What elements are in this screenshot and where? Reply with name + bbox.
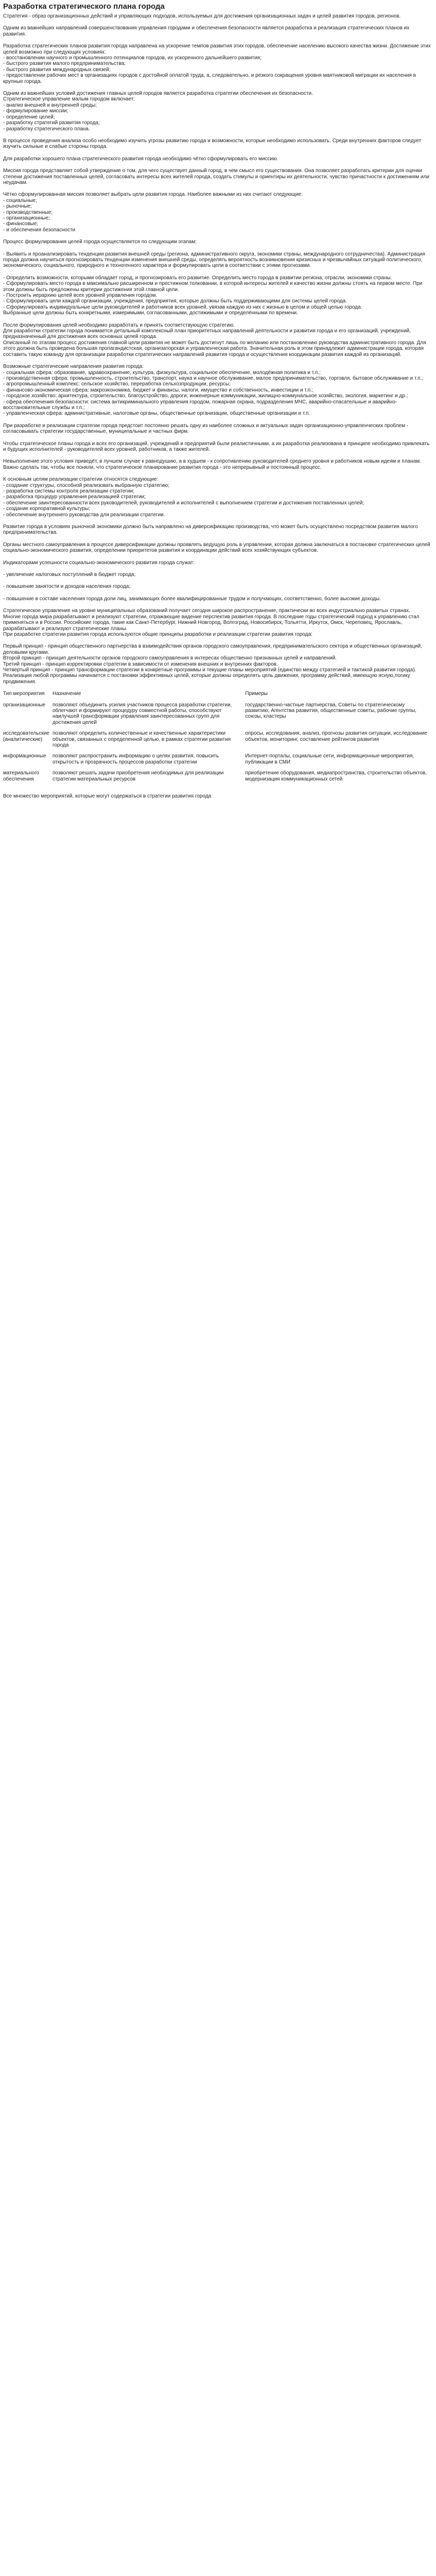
text-line: Второй принцип - принцип деятельности органов городского самоуправления в интересах общественно признанных целей и направлений. bbox=[3, 655, 337, 662]
text-line: После формулирования целей необходимо разработать и принять соответствующую стратегию. bbox=[3, 322, 235, 328]
text-line: - Выявить и проанализировать тенденции развития внешней среды (региона, административного округа, экономики страны, международного сотрудничества). Администрация города должна научиться прогнозировать тенденции изменения внешней среды, определять вероятность возникновения кризисных и чрезвычайных ситуаций политического, экономического, социального, природного и техногенного характера и формулировать цели в соответствии с этими прогнозами. bbox=[3, 251, 425, 269]
text-line: - городское хозяйство: архитектура, строительство, благоустройство, дороги, инженерные коммуникации, жилищно-коммунальное хозяйство, экология, маркетинг и др.; bbox=[3, 393, 408, 399]
table-cell: информационные bbox=[3, 753, 46, 759]
text-line: - увеличение налоговых поступлений в бюджет города; bbox=[3, 572, 136, 578]
text-line: - и обеспечения безопасности bbox=[3, 227, 76, 233]
table-cell: исследовательские (аналитические) bbox=[3, 731, 49, 742]
paragraph bbox=[3, 459, 433, 470]
paragraph bbox=[3, 584, 433, 589]
text-line: - организационные; bbox=[3, 215, 50, 221]
text-line: К основным целям реализации стратегии относятся следующие: bbox=[3, 477, 159, 483]
paragraph bbox=[3, 560, 433, 566]
text-line: При разработке и реализации стратегии города предстоит постоянно решать одну из наиболее сложных и актуальных задач организационно-управленческих проблем - согласовывать стратегии государственные, муниципальные и частных фирм. bbox=[3, 422, 409, 435]
text-line: При разработке стратегии развития города используются общие принципы разработки и реализации стратегии развития города: bbox=[3, 631, 312, 637]
paragraph bbox=[3, 596, 433, 602]
text-line: Стратегическое управление на уровне муниципальных образований получает сегодня широкое распространение, практически во всех индустриально развитых странах. bbox=[3, 608, 410, 614]
table-row bbox=[3, 753, 433, 770]
table-cell: позволяют определить количественные и качественные характеристики объектов, связанных с определенной целью, в рамках стратегии развития города bbox=[52, 731, 231, 748]
paragraph bbox=[3, 275, 433, 316]
paragraph bbox=[3, 43, 433, 84]
paragraph bbox=[3, 524, 433, 536]
text-line: - анализ внешней и внутренней среды; bbox=[3, 102, 97, 108]
paragraph bbox=[3, 643, 433, 685]
closing-paragraph: Все множество мероприятий, которые могут содержаться в стратегии развития города bbox=[3, 793, 212, 800]
table-cell: приобретение оборудования, медиапространства, строительство объектов, модернизация коммуникационных сетей bbox=[245, 770, 427, 782]
text-line: Одним из важнейших направлений совершенствования управления городами и обеспечения безопасности является разработка и реализация стратегических планов их развития. bbox=[3, 25, 410, 37]
article-body bbox=[3, 13, 433, 685]
table-cell: государственно-частные партнерства, Советы по стратегическому развитию, Агентства развития, общественные советы, рабочие группы, союзы, кластеры bbox=[245, 702, 417, 720]
paragraph bbox=[3, 323, 433, 358]
text-line: - Сформулировать цели каждой организации, учреждения, предприятия, которые должны быть поддерживающими для системы целей города. bbox=[3, 298, 347, 304]
text-line: Третий принцип - принцип корректировки стратегии в зависимости от изменения внешних и внутренних факторов. bbox=[3, 661, 278, 667]
measures-table bbox=[3, 691, 433, 787]
text-line: Реализация любой программы начинается с постановки эффективных целей, которые должны определять цель движения, программу действий, имеющую ясную,логику продвижения. bbox=[3, 673, 410, 685]
text-line: - обеспечение внутреннего руководства для реализации стратегии. bbox=[3, 512, 165, 518]
text-line: Чётко сформулированная миссия позволяет выбрать цели развития города. Наиболее важными из них считают следующие: bbox=[3, 192, 303, 198]
text-line: - разработку стратегий развития города; bbox=[3, 120, 100, 126]
text-line: - финансовые; bbox=[3, 221, 39, 227]
text-line: - Построить иерархию целей всех уровней управления городом. bbox=[3, 293, 158, 299]
paragraph bbox=[3, 608, 433, 637]
text-line: - Определить возможности, которыми обладает город, и прогнозировать его развитие. Определить место города в развитии региона, отрасли, экономики страны. bbox=[3, 275, 392, 281]
table-header-cell: Примеры bbox=[245, 691, 268, 697]
text-line: Миссия города представляет собой утверждение о том, для чего существует данный город, в чем смысл его существования. Она позволяет разработать критерии для оценки степени достижения поставленных целей, согласовать интересы всех жителей города, создать стимулы и ориентиры их деятельности, чувство причастности к достижениям или неудачам. bbox=[3, 168, 429, 185]
text-line: Разработка стратегических планов развития города направлена на ускорение темпов развития этих городов, обеспечение населению высокого качества жизни. Достижение этих целей возможно при следующих условиях: bbox=[3, 43, 431, 55]
text-line: - повышение в составе населения города доли лиц, занимающих более квалифицированные трудом и получающих, соответственно, более высокие доходы. bbox=[3, 596, 381, 602]
text-line: Чтобы стратегическое планы города и всех его организаций, учреждений и предприятий были реалистичными, а их разработка реализована в принципе необходимо привлекать и будущих исполнителей - руководителей всех уровней, работников, а также жителей. bbox=[3, 440, 430, 452]
table-cell: позволяют распространить информацию о целях развития, повысить открытость и прозрачность процессов разработки стратегии bbox=[52, 753, 219, 765]
text-line: Стратегия - образ организационных действий и управляющих подходов, используемых для достижения организационных задач и целей развития городов, регионов. bbox=[3, 13, 401, 19]
text-line: В процессе проведения анализа особо необходимо изучить угрозы развитию города и возможности, которые необходимо использовать. Среди внутренних факторов следует изучить сильные и слабые стороны города. bbox=[3, 138, 422, 150]
text-line: - управленческая сфера: административные, налоговые органы, общественные организации, общественные организации и т.п. bbox=[3, 411, 310, 417]
text-line: - разработку стратегического плана. bbox=[3, 126, 90, 132]
text-line: Для разработки стратегии города понимается детальный комплексный план приоритетных направлений деятельности и развития города и его организаций, учреждений, предназначенный для достижения всех основных целей города. bbox=[3, 328, 411, 340]
text-line: - обеспечение заинтересованности всех руководителей, руководителей и исполнителей с выполнением стратегии и достижения поставленных целей; bbox=[3, 500, 364, 506]
paragraph bbox=[3, 239, 433, 245]
paragraph bbox=[3, 364, 433, 417]
text-line: - сфера обеспечения безопасности: система антикриминального управления городом, пожарная охрана, подразделения МЧС, аварийно-спасательные и аварийно-восстановительные службы и т.п.; bbox=[3, 399, 397, 411]
paragraph bbox=[3, 192, 433, 233]
text-line: Стратегическое управление малым городом включает: bbox=[3, 96, 135, 103]
text-line: Развитие города в условиях рыночной экономики должно быть направлено на диверсификацию производства, что может быть осуществлено посредством развития малого предпринимательства. bbox=[3, 524, 418, 536]
text-line: - повышение занятости и доходов населения города; bbox=[3, 584, 131, 590]
paragraph bbox=[3, 156, 433, 162]
paragraph bbox=[3, 25, 433, 37]
table-cell: организационные bbox=[3, 702, 46, 708]
table-header-cell: Назначение bbox=[52, 691, 81, 697]
table-header-row bbox=[3, 691, 433, 702]
text-line: - агропромышленный комплекс: сельское хозяйство, переработка сельхозпродукции, ресурсы; bbox=[3, 381, 231, 387]
text-line: Для разработки хорошего плана стратегического развития города необходимо чётко сформулировать его миссию. bbox=[3, 156, 278, 162]
table-cell: опросы, исследования, анализ, прогнозы развития ситуации, исследование объектов, мониторинг, составление рейтингов развития bbox=[245, 731, 427, 742]
table-row bbox=[3, 702, 433, 731]
text-line: Четвертый принцип - принцип трансформации стратегии в конкретные программы и текущие планы мероприятий (единство между стратегией и тактикой развития города). bbox=[3, 667, 416, 673]
paragraph bbox=[3, 423, 433, 435]
text-line: Органы местного самоуправления в процессе диверсификации должны проявлять ведущую роль в управлении, которая должна заключаться в постановке стратегических целей социально-экономического развития, определении приоритетов развития и координации действий всех хозяйствующих субъектов. bbox=[3, 541, 430, 554]
text-line: - производственные; bbox=[3, 209, 53, 215]
paragraph bbox=[3, 168, 433, 185]
text-line: - производственная сфера: промышленность, строительство, транспорт, наука и научное обслуживание, малое предпринимательство, торговля, бытовое обслуживание и т.п.; bbox=[3, 375, 424, 381]
text-line: Возможные стратегические направления развития города: bbox=[3, 364, 144, 370]
text-line: Описанный по этапам процесс достижения главной цели развития не может быть достигнут лишь по желанию или постановлению руководства административного города. Для этого должна быть проведена большая пропагандистская, организаторская и управленческая работа. Значительная роль в этом принадлежит администрации города, которая составить такую команду для организации разработки стратегических направлений развития города и осуществления координации развития каждой из организаций. bbox=[3, 340, 426, 358]
text-line: - финансово-экономическая сфера: макроэкономика, бюджет и финансы, налоги, имущество и собственность, инвестиции и т.п.; bbox=[3, 387, 313, 393]
text-line: - Сформулировать место города в максимально расширенном и престижном толковании, в которой интересы жителей и качество жизни должны стоять на первом месте. При этом должны быть предложены критерии достижения этой главной цели. bbox=[3, 281, 423, 293]
text-line: Процесс формулирования целей города осуществляется по следующим этапам: bbox=[3, 239, 197, 245]
text-line: - Сформулировать индивидуальные цели руководителей и работников всех уровней, увязав каждую из них с жизнью в целом и общей целью города. bbox=[3, 304, 362, 310]
text-line: - быстрого развития международных связей; bbox=[3, 66, 111, 73]
table-cell: позволяют объединить усилия участников процесса разработки стратегии, облегчают и формируют процедуру совместной работы, способствуют наилучшей трансформации управления заинтересованных групп для достижения целей bbox=[52, 702, 232, 725]
text-line: Одним из важнейших условий достижения главных целей городов является разработка стратегии обеспечения их безопасности. bbox=[3, 91, 313, 97]
text-line: Первый принцип - принцип общественного партнерства в взаимодействия органов городского самоуправления, предпринимательского сектора и общественных организаций, деловыми кругами. bbox=[3, 643, 422, 655]
text-line: - быстрого развития малого предпринимательства; bbox=[3, 61, 126, 67]
paragraph bbox=[3, 477, 433, 518]
table-cell: позволяют решать задачи приобретения необходимых для реализации стратегии материальных ресурсов bbox=[52, 770, 224, 782]
table-cell: Интернет-порталы, социальные сети, информационные мероприятия, публикации в СМИ bbox=[245, 753, 414, 765]
paragraph bbox=[3, 138, 433, 150]
table-header-cell: Тип мероприятия bbox=[3, 691, 45, 697]
text-line: - социальные; bbox=[3, 197, 37, 204]
text-line: Многие города мира разрабатывают и реализуют стратегии, отражающие видение перспектив развития города. В последние годы стратегический подход к управлению стал применяться и в России. Российские города, такие как Санкт-Петербург, Нижний Новгород, Волгоград, Новосибирск, Тольятти, Иркутск, Омск, Череповец, Ярославль, разрабатывают и реализуют стратегические планы. bbox=[3, 614, 420, 632]
text-line: - разработка процедур управления реализацией стратегии; bbox=[3, 494, 146, 500]
text-line: - социальная сфера: образование, здравоохранение, культура, физкультура, социальное обеспечение, молодёжная политика и т.п.; bbox=[3, 369, 321, 376]
text-line: Невыполнение этого условия приведёт, в лучшем случае к равнодушию, а в худшем - к сопротивлению руководителей среднего уровня и работников новым идеям и планам. Важно сделать так, чтобы все поняли, что стратегическое планирование развития города - это непрерывный и постоянный процесс. bbox=[3, 459, 421, 470]
text-line: - формулирование миссии; bbox=[3, 108, 68, 114]
text-line: - определение целей; bbox=[3, 114, 55, 120]
table-row bbox=[3, 770, 433, 787]
text-line: - создание корпоративной культуры; bbox=[3, 506, 90, 512]
text-line: - предоставлении рабочих мест в организациях городов с достойной оплатой труда, а, следовательно, и резкого сокращения уровня маятниковой миграции их населения в крупные города. bbox=[3, 73, 416, 84]
paragraph bbox=[3, 441, 433, 453]
text-line: - разработка системы контроля реализации стратегии; bbox=[3, 488, 134, 494]
page-title: Разработка стратегического плана города bbox=[3, 2, 165, 11]
text-line: Выбранные цели должны быть конкретными, измеримыми, согласованными, достижимыми и определёнными по времени. bbox=[3, 310, 298, 316]
article bbox=[0, 0, 436, 799]
paragraph bbox=[3, 572, 433, 578]
paragraph bbox=[3, 13, 433, 19]
text-line: - создание структуры, способной реализовать выбранную стратегию; bbox=[3, 482, 170, 488]
paragraph bbox=[3, 542, 433, 554]
text-line: - рыночные; bbox=[3, 204, 32, 210]
paragraph bbox=[3, 91, 433, 132]
text-line: - восстановлении научного и промышленного потенциалов городов, их ускоренного дальнейшего развития; bbox=[3, 55, 261, 61]
table-row bbox=[3, 731, 433, 753]
text-line: Индикаторами успешности социально-экономического развития города служат: bbox=[3, 560, 195, 566]
table-cell: материального обеспечения bbox=[3, 770, 40, 782]
paragraph bbox=[3, 251, 433, 269]
